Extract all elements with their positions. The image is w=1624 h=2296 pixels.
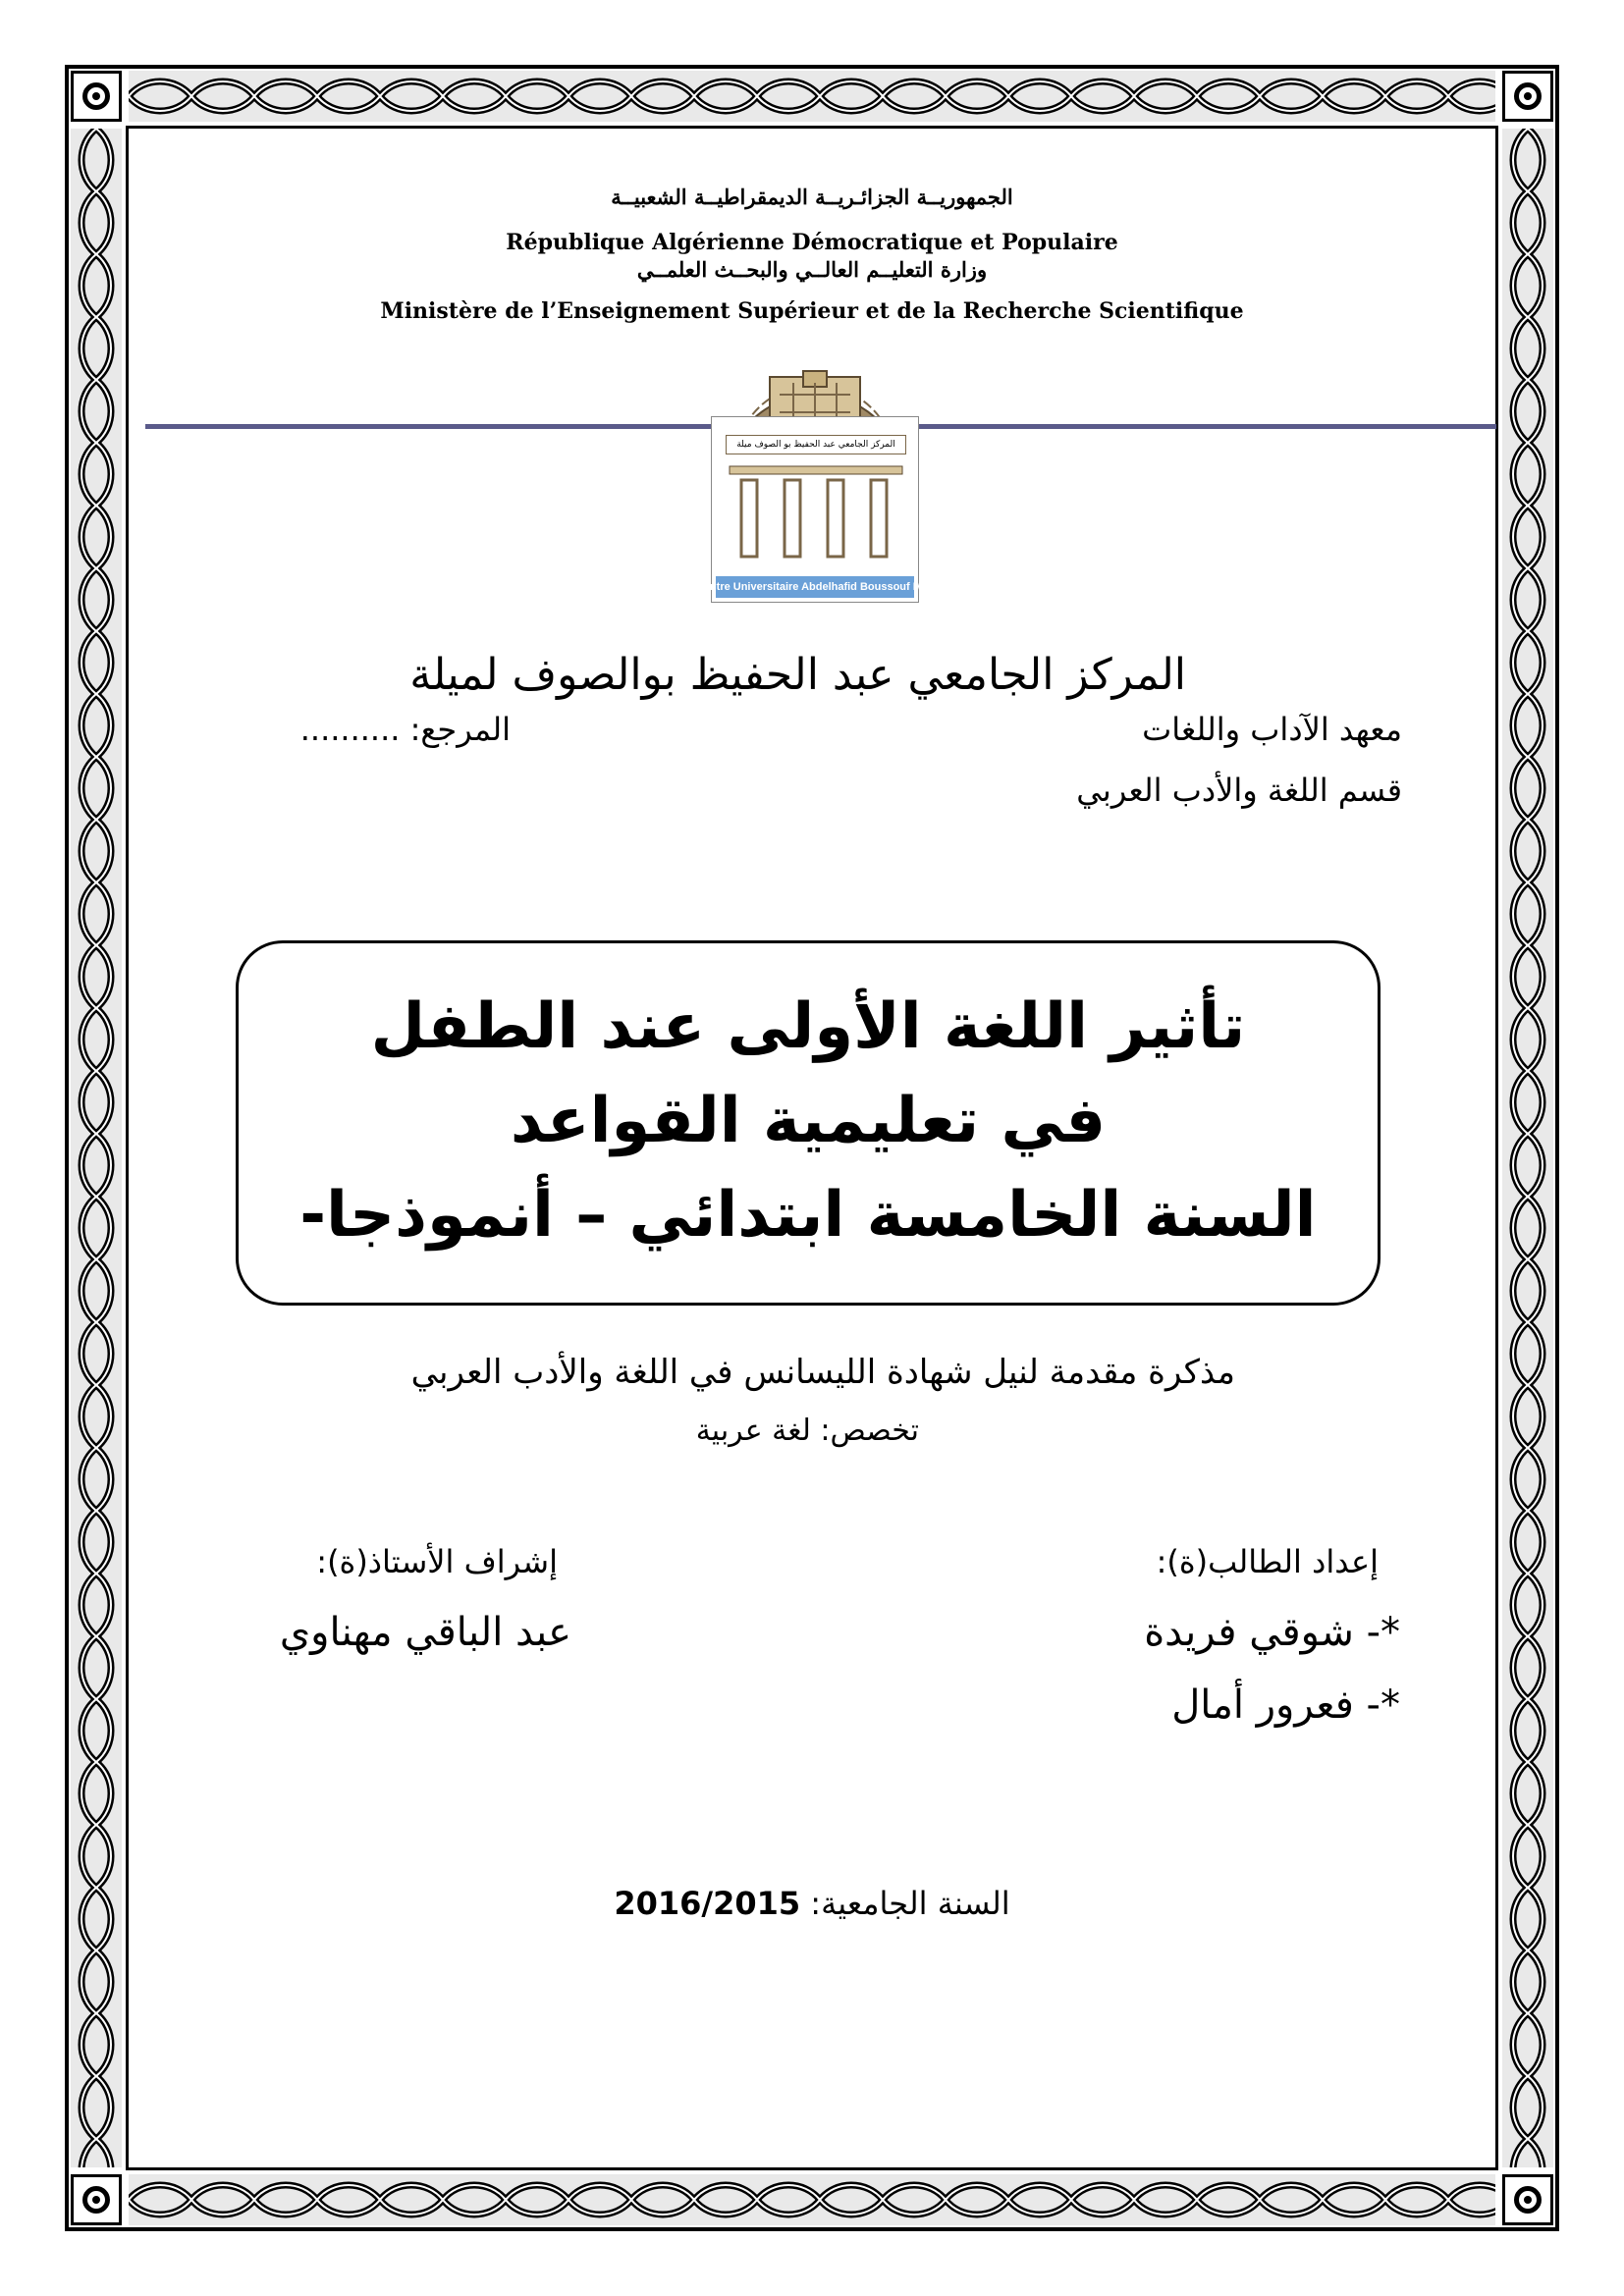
department-name: قسم اللغة والأدب العربي	[1076, 772, 1402, 809]
ornament-band-left	[71, 129, 122, 2167]
ornament-band-bottom	[129, 2174, 1495, 2225]
chain-ornament-bottom	[129, 2174, 1495, 2225]
chain-ornament-right	[1502, 129, 1553, 2167]
header-rule-left	[145, 424, 713, 429]
ministry-name-french: Ministère de l’Enseignement Supérieur et de la Recherche Scientifique	[380, 298, 1244, 324]
specialty: تخصص: لغة عربية	[695, 1414, 919, 1448]
thesis-title-line-3: السنة الخامسة ابتدائي – أنموذجا-	[299, 1179, 1317, 1252]
ministry-name-arabic: وزارة التعليــم العالــي والبحــث العلمــي	[636, 257, 988, 282]
students-label: إعداد الطالب(ة):	[1156, 1543, 1379, 1580]
academic-year-value: 2016/2015	[614, 1885, 801, 1922]
university-center-name: المركز الجامعي عبد الحفيظ بوالصوف لميلة	[409, 650, 1186, 700]
university-logo	[695, 318, 935, 603]
corner-ornament-bottom-right	[1502, 2174, 1553, 2225]
thesis-title-box	[236, 940, 1380, 1306]
ornament-band-top	[129, 71, 1495, 122]
supervisor-label: إشراف الأستاذ(ة):	[316, 1543, 558, 1580]
corner-ornament-bottom-left	[71, 2174, 122, 2225]
supervisor-name: عبد الباقي مهناوي	[279, 1610, 571, 1655]
logo-plaque	[695, 416, 935, 603]
republic-name-arabic: الجمهوريــة الجزائـريــة الديمقراطيــة الشعبيــة	[611, 185, 1013, 209]
reference-field: المرجع: ..........	[299, 711, 511, 748]
ornament-band-right	[1502, 129, 1553, 2167]
chain-ornament-top	[129, 71, 1495, 122]
corner-ornament-top-right	[1502, 71, 1553, 122]
memo-purpose: مذكرة مقدمة لنيل شهادة الليسانس في اللغة والأدب العربي	[410, 1353, 1235, 1392]
logo-arabic-label: المركز الجامعي عبد الحفيظ بو الصوف ميلة	[726, 435, 906, 454]
header-rule-right	[913, 424, 1496, 429]
republic-name-french: République Algérienne Démocratique et Populaire	[506, 230, 1118, 255]
thesis-title-line-1: تأثير اللغة الأولى عند الطفل	[370, 990, 1246, 1063]
institute-name: معهد الآداب واللغات	[1142, 711, 1402, 748]
academic-year-label: السنة الجامعية:	[810, 1885, 1010, 1922]
thesis-title-line-2: في تعليمية القواعد	[510, 1085, 1107, 1157]
logo-caption: Centre Universitaire Abdelhafid Boussouf Mila	[716, 576, 914, 598]
corner-ornament-top-left	[71, 71, 122, 122]
logo-columns	[712, 460, 920, 568]
student-name: *- شوقي فريدة	[1144, 1610, 1400, 1655]
student-name: *- فعرور أمال	[1171, 1682, 1400, 1728]
academic-year	[0, 1885, 1624, 1922]
chain-ornament-left	[71, 129, 122, 2167]
